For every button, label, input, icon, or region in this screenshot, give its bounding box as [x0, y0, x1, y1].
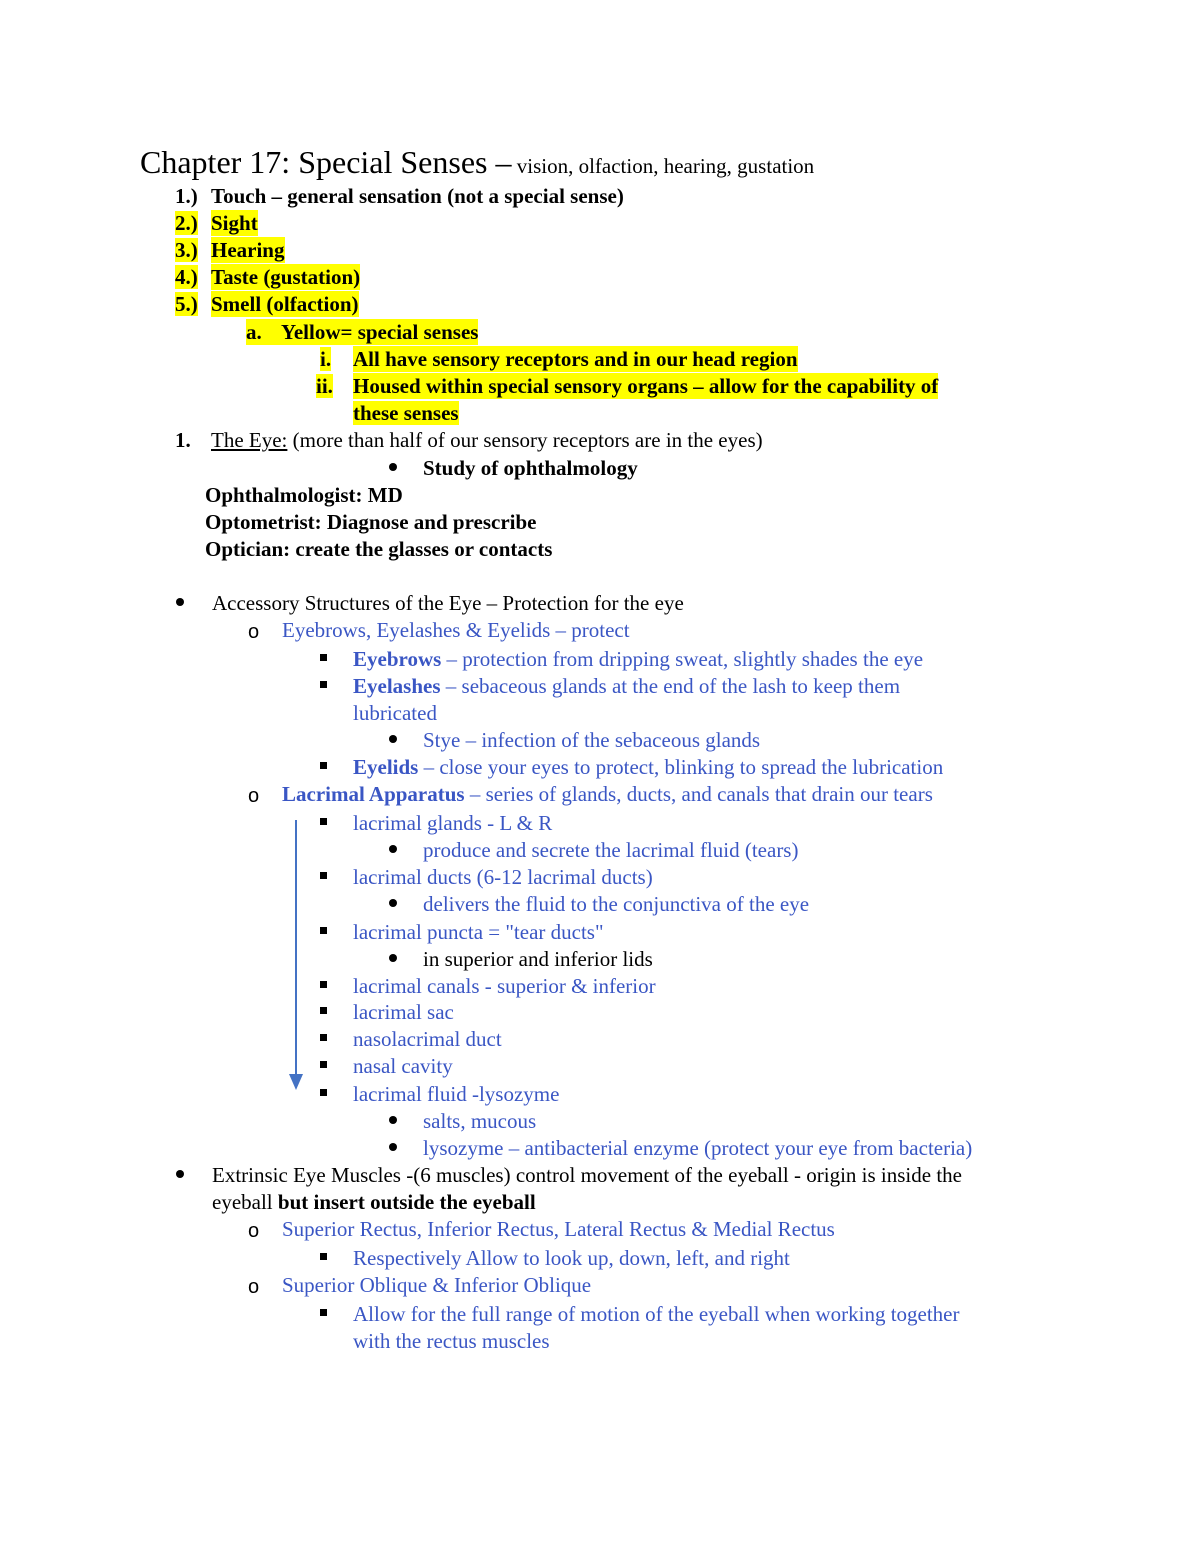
- description: – sebaceous glands at the end of the lash to keep them: [440, 674, 901, 698]
- list-marker: i.: [320, 347, 332, 371]
- bullet-icon: [176, 1170, 184, 1178]
- list-item-text: nasolacrimal duct: [353, 1027, 502, 1051]
- bullet-icon: [176, 598, 184, 606]
- list-item-text: lysozyme – antibacterial enzyme (protect your eye from bacteria): [423, 1136, 973, 1160]
- bullet-square-icon: [320, 654, 327, 661]
- bullet-icon: [389, 1116, 397, 1124]
- list-item-text: lacrimal puncta = "tear ducts": [353, 920, 604, 944]
- bullet-square-icon: [320, 1034, 327, 1041]
- list-item-text: Superior Oblique & Inferior Oblique: [282, 1273, 592, 1297]
- eye-description: (more than half of our sensory receptors are in the eyes): [287, 428, 763, 452]
- role-optician: Optician: create the glasses or contacts: [205, 537, 553, 561]
- bullet-square-icon: [320, 681, 327, 688]
- list-item-text: Hearing: [211, 238, 285, 262]
- list-item-text: lacrimal ducts (6-12 lacrimal ducts): [353, 865, 653, 889]
- term: Eyebrows: [353, 647, 442, 671]
- bullet-icon: [389, 1143, 397, 1151]
- sense-item-taste: [175, 264, 361, 290]
- arrow-head: [289, 1074, 303, 1090]
- term: Lacrimal Apparatus: [282, 782, 465, 806]
- term: Eyelids: [353, 755, 419, 779]
- list-item-text: Superior Rectus, Inferior Rectus, Lateral Rectus & Medial Rectus: [282, 1217, 835, 1241]
- list-item-text: Extrinsic Eye Muscles -(6 muscles) control movement of the eyeball - origin is inside the: [212, 1163, 962, 1187]
- title-main: Chapter 17: Special Senses –: [140, 144, 512, 180]
- list-item-text: salts, mucous: [423, 1109, 537, 1133]
- list-item-text: in superior and inferior lids: [423, 947, 653, 971]
- list-item-text: lacrimal canals - superior & inferior: [353, 974, 656, 998]
- list-item-text: delivers the fluid to the conjunctiva of the eye: [423, 892, 810, 916]
- term: Eyelashes: [353, 674, 441, 698]
- bullet-icon: [389, 954, 397, 962]
- description: – series of glands, ducts, and canals that drain our tears: [464, 782, 933, 806]
- item-eyelashes-cont: lubricated: [353, 701, 437, 725]
- text-bold: but insert outside the eyeball: [277, 1190, 536, 1214]
- list-marker: 1.: [175, 428, 191, 452]
- sense-item-hearing: [175, 237, 285, 263]
- list-marker: 4.): [175, 265, 198, 289]
- yellow-sub-2-cont: [353, 400, 459, 426]
- list-marker: 3.): [175, 238, 198, 262]
- list-item-text: lacrimal glands - L & R: [353, 811, 553, 835]
- list-item-text: produce and secrete the lacrimal fluid (tears): [423, 838, 799, 862]
- bullet-o-icon: o: [248, 1276, 260, 1298]
- description: – close your eyes to protect, blinking to spread the lubrication: [418, 755, 944, 779]
- extrinsic-heading-cont: [212, 1189, 536, 1215]
- bullet-o-icon: o: [248, 621, 260, 643]
- bullet-square-icon: [320, 1089, 327, 1096]
- bullet-square-icon: [320, 872, 327, 879]
- list-marker: 5.): [175, 292, 198, 316]
- role-optometrist: Optometrist: Diagnose and prescribe: [205, 510, 537, 534]
- list-item-text: Allow for the full range of motion of the eyeball when working together: [353, 1302, 960, 1326]
- title-subtitle: vision, olfaction, hearing, gustation: [511, 154, 815, 178]
- bullet-icon: [389, 463, 397, 471]
- list-item-text: Eyebrows, Eyelashes & Eyelids – protect: [282, 618, 630, 642]
- bullet-square-icon: [320, 1061, 327, 1068]
- extrinsic-oblique-sub-cont: with the rectus muscles: [353, 1329, 550, 1353]
- description: – protection from dripping sweat, slightly shades the eye: [441, 647, 924, 671]
- list-marker: ii.: [316, 374, 333, 398]
- sense-item-smell: [175, 291, 359, 317]
- bullet-icon: [389, 899, 397, 907]
- bullet-square-icon: [320, 818, 327, 825]
- sense-item-sight: [175, 210, 258, 236]
- list-marker: 2.): [175, 211, 198, 235]
- role-ophthalmologist: Ophthalmologist: MD: [205, 483, 403, 507]
- list-item-text: Accessory Structures of the Eye – Protection for the eye: [212, 591, 684, 615]
- bullet-square-icon: [320, 981, 327, 988]
- page-title: [140, 142, 814, 182]
- eye-label: The Eye:: [211, 428, 288, 452]
- list-marker: a.: [246, 320, 262, 344]
- bullet-square-icon: [320, 1253, 327, 1260]
- list-marker: 1.): [175, 184, 198, 208]
- bullet-square-icon: [320, 927, 327, 934]
- text-plain: eyeball: [212, 1190, 278, 1214]
- list-item-text: nasal cavity: [353, 1054, 453, 1078]
- sense-item-touch: [175, 183, 624, 209]
- bullet-square-icon: [320, 1309, 327, 1316]
- yellow-note: [246, 319, 478, 345]
- list-item-text: Housed within special sensory organs – allow for the capability of: [353, 374, 939, 398]
- list-item-text: lacrimal sac: [353, 1000, 454, 1024]
- bullet-o-icon: o: [248, 1220, 260, 1242]
- bullet-square-icon: [320, 1007, 327, 1014]
- bullet-o-icon: o: [248, 785, 260, 807]
- eye-heading: [175, 427, 763, 453]
- bullet-icon: [389, 845, 397, 853]
- list-item-text: lacrimal fluid -lysozyme: [353, 1082, 560, 1106]
- bullet-icon: [389, 735, 397, 743]
- list-item-text: Touch – general sensation (not a special sense): [211, 184, 624, 208]
- list-item-text: Study of ophthalmology: [423, 456, 638, 480]
- yellow-sub-2: [316, 373, 939, 399]
- list-item-text: Respectively Allow to look up, down, left, and right: [353, 1246, 790, 1270]
- list-item-text: All have sensory receptors and in our head region: [353, 347, 798, 371]
- bullet-square-icon: [320, 762, 327, 769]
- list-item-text: Taste (gustation): [211, 265, 361, 289]
- list-item-text: these senses: [353, 401, 459, 425]
- list-item-text: Yellow= special senses: [281, 320, 479, 344]
- list-item-text: Sight: [211, 211, 258, 235]
- list-item-text: Smell (olfaction): [211, 292, 359, 316]
- list-item-text: Stye – infection of the sebaceous glands: [423, 728, 761, 752]
- yellow-sub-1: [320, 346, 798, 372]
- flow-arrow-icon: [286, 818, 306, 1092]
